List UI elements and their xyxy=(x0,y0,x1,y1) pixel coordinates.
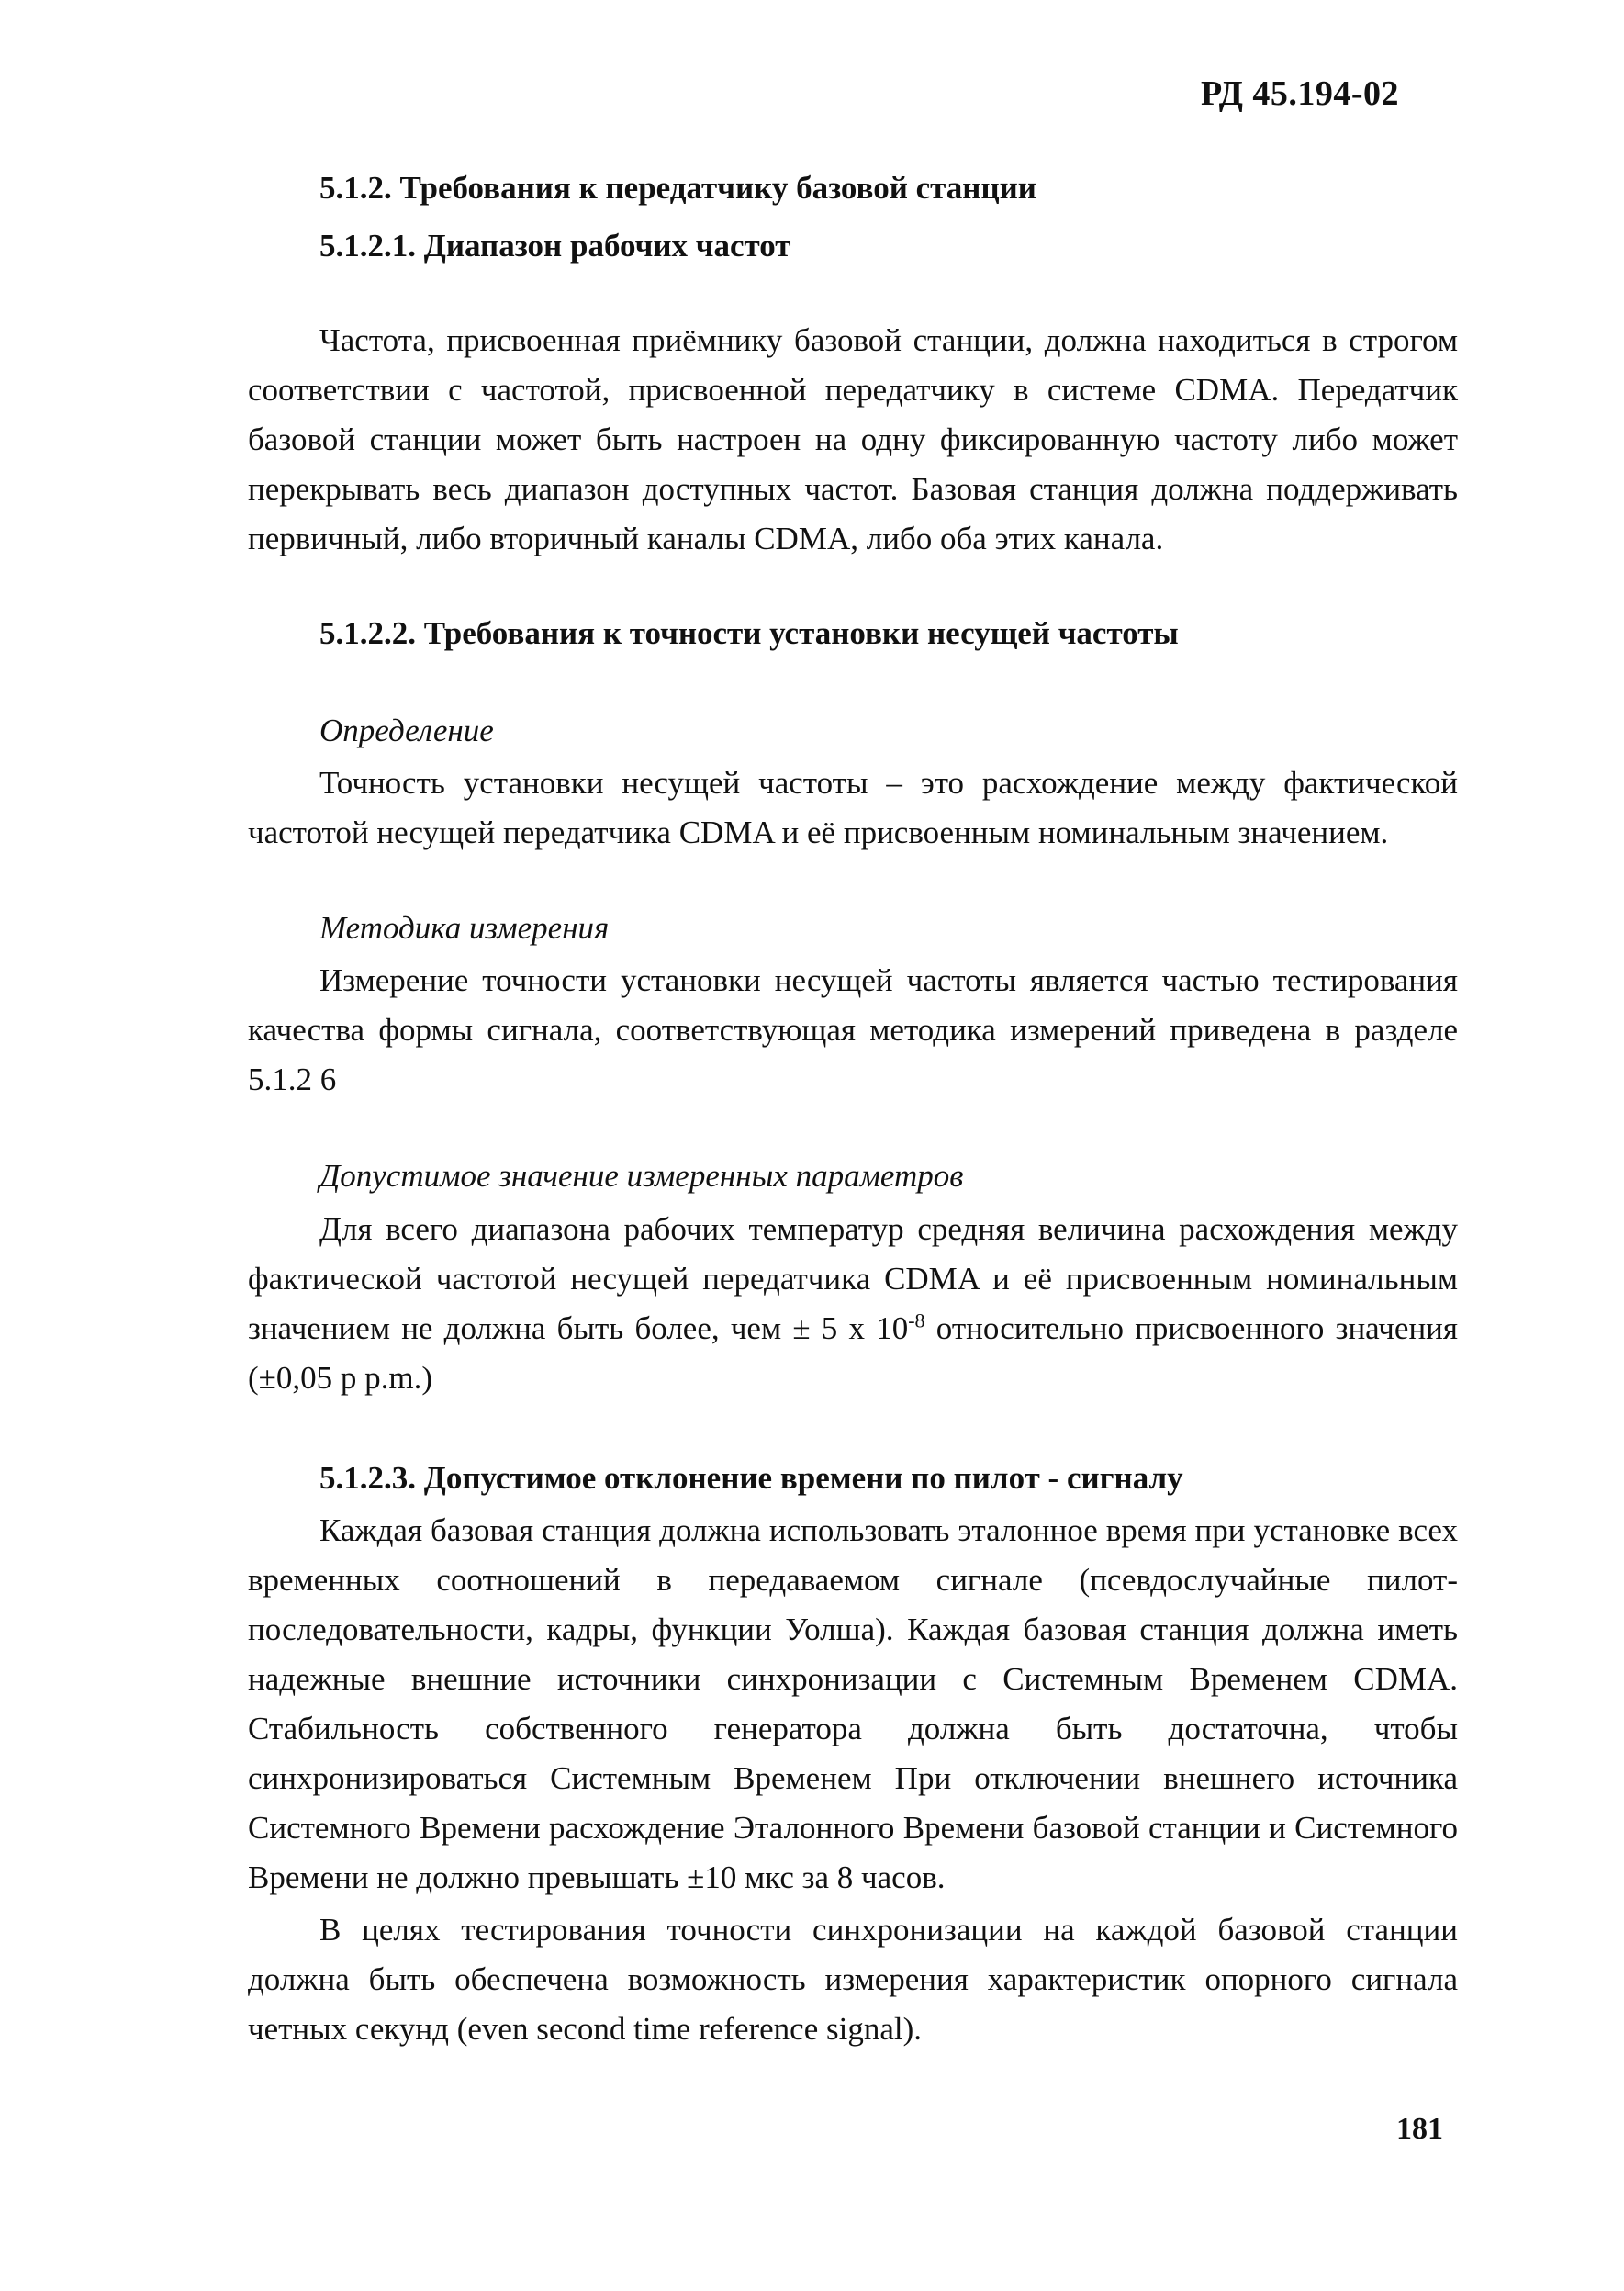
definition-paragraph: Точность установки несущей частоты – это расхождение между фактической частотой несущей передатчика CDMA и её присвоенным номинальным значением. xyxy=(248,765,1458,850)
allowed-value-label: Допустимое значение измеренных параметров xyxy=(319,1158,964,1194)
section-5-1-2-3-paragraph-2: В целях тестирования точности синхронизации на каждой базовой станции должна быть обеспечена возможность измерения характеристик опорного сигнала четных секунд (even second time reference signal). xyxy=(248,1912,1458,2047)
method-paragraph: Измерение точности установки несущей частоты является частью тестирования качества формы сигнала, соответствующая методика измерений приведена в разделе 5.1.2 6 xyxy=(248,962,1458,1097)
section-5-1-2-heading: 5.1.2. Требования к передатчику базовой станции xyxy=(319,170,1036,206)
document-code: РД 45.194-02 xyxy=(1201,74,1399,113)
method-label: Методика измерения xyxy=(319,910,610,946)
page-number: 181 xyxy=(1396,2112,1443,2146)
exponent: -8 xyxy=(908,1308,925,1332)
definition-label: Определение xyxy=(319,713,494,748)
section-5-1-2-1-heading: 5.1.2.1. Диапазон рабочих частот xyxy=(319,228,791,264)
section-5-1-2-3-heading: 5.1.2.3. Допустимое отклонение времени по пилот - сигналу xyxy=(319,1460,1183,1496)
allowed-value-text-start: Для всего диапазона рабочих температур средняя величина расхождения между фактической частотой несущей передатчика CDMA и её присвоенным номинальным значением не должна быть более, чем ± 5 х 10 xyxy=(248,1211,1458,1346)
allowed-value-paragraph xyxy=(248,1205,1458,1403)
section-5-1-2-3-paragraph-1: Каждая базовая станция должна использовать эталонное время при установке всех временных соотношений в передаваемом сигнале (псевдослучайные пилот-последовательности, кадры, функции Уолша). Каждая базовая станция должна иметь надежные внешние источники синхронизации с Системным Временем CDMA. Стабильность собственного генератора должна быть достаточна, чтобы синхронизироваться Системным Временем При отключении внешнего источника Системного Времени расхождение Эталонного Времени базовой станции и Системного Времени не должно превышать ±10 мкс за 8 часов. xyxy=(248,1512,1458,1895)
section-5-1-2-2-heading: 5.1.2.2. Требования к точности установки несущей частоты xyxy=(319,615,1179,651)
section-5-1-2-1-paragraph: Частота, присвоенная приёмнику базовой станции, должна находиться в строгом соответствии с частотой, присвоенной передатчику в системе CDMA. Передатчик базовой станции может быть настроен на одну фиксированную частоту либо может перекрывать весь диапазон доступных частот. Базовая станция должна поддерживать первичный, либо вторичный каналы CDMA, либо оба этих канала. xyxy=(248,322,1458,556)
allowed-value-text-end: относительно присвоенного значения (±0,05 р p.m.) xyxy=(248,1310,1459,1396)
